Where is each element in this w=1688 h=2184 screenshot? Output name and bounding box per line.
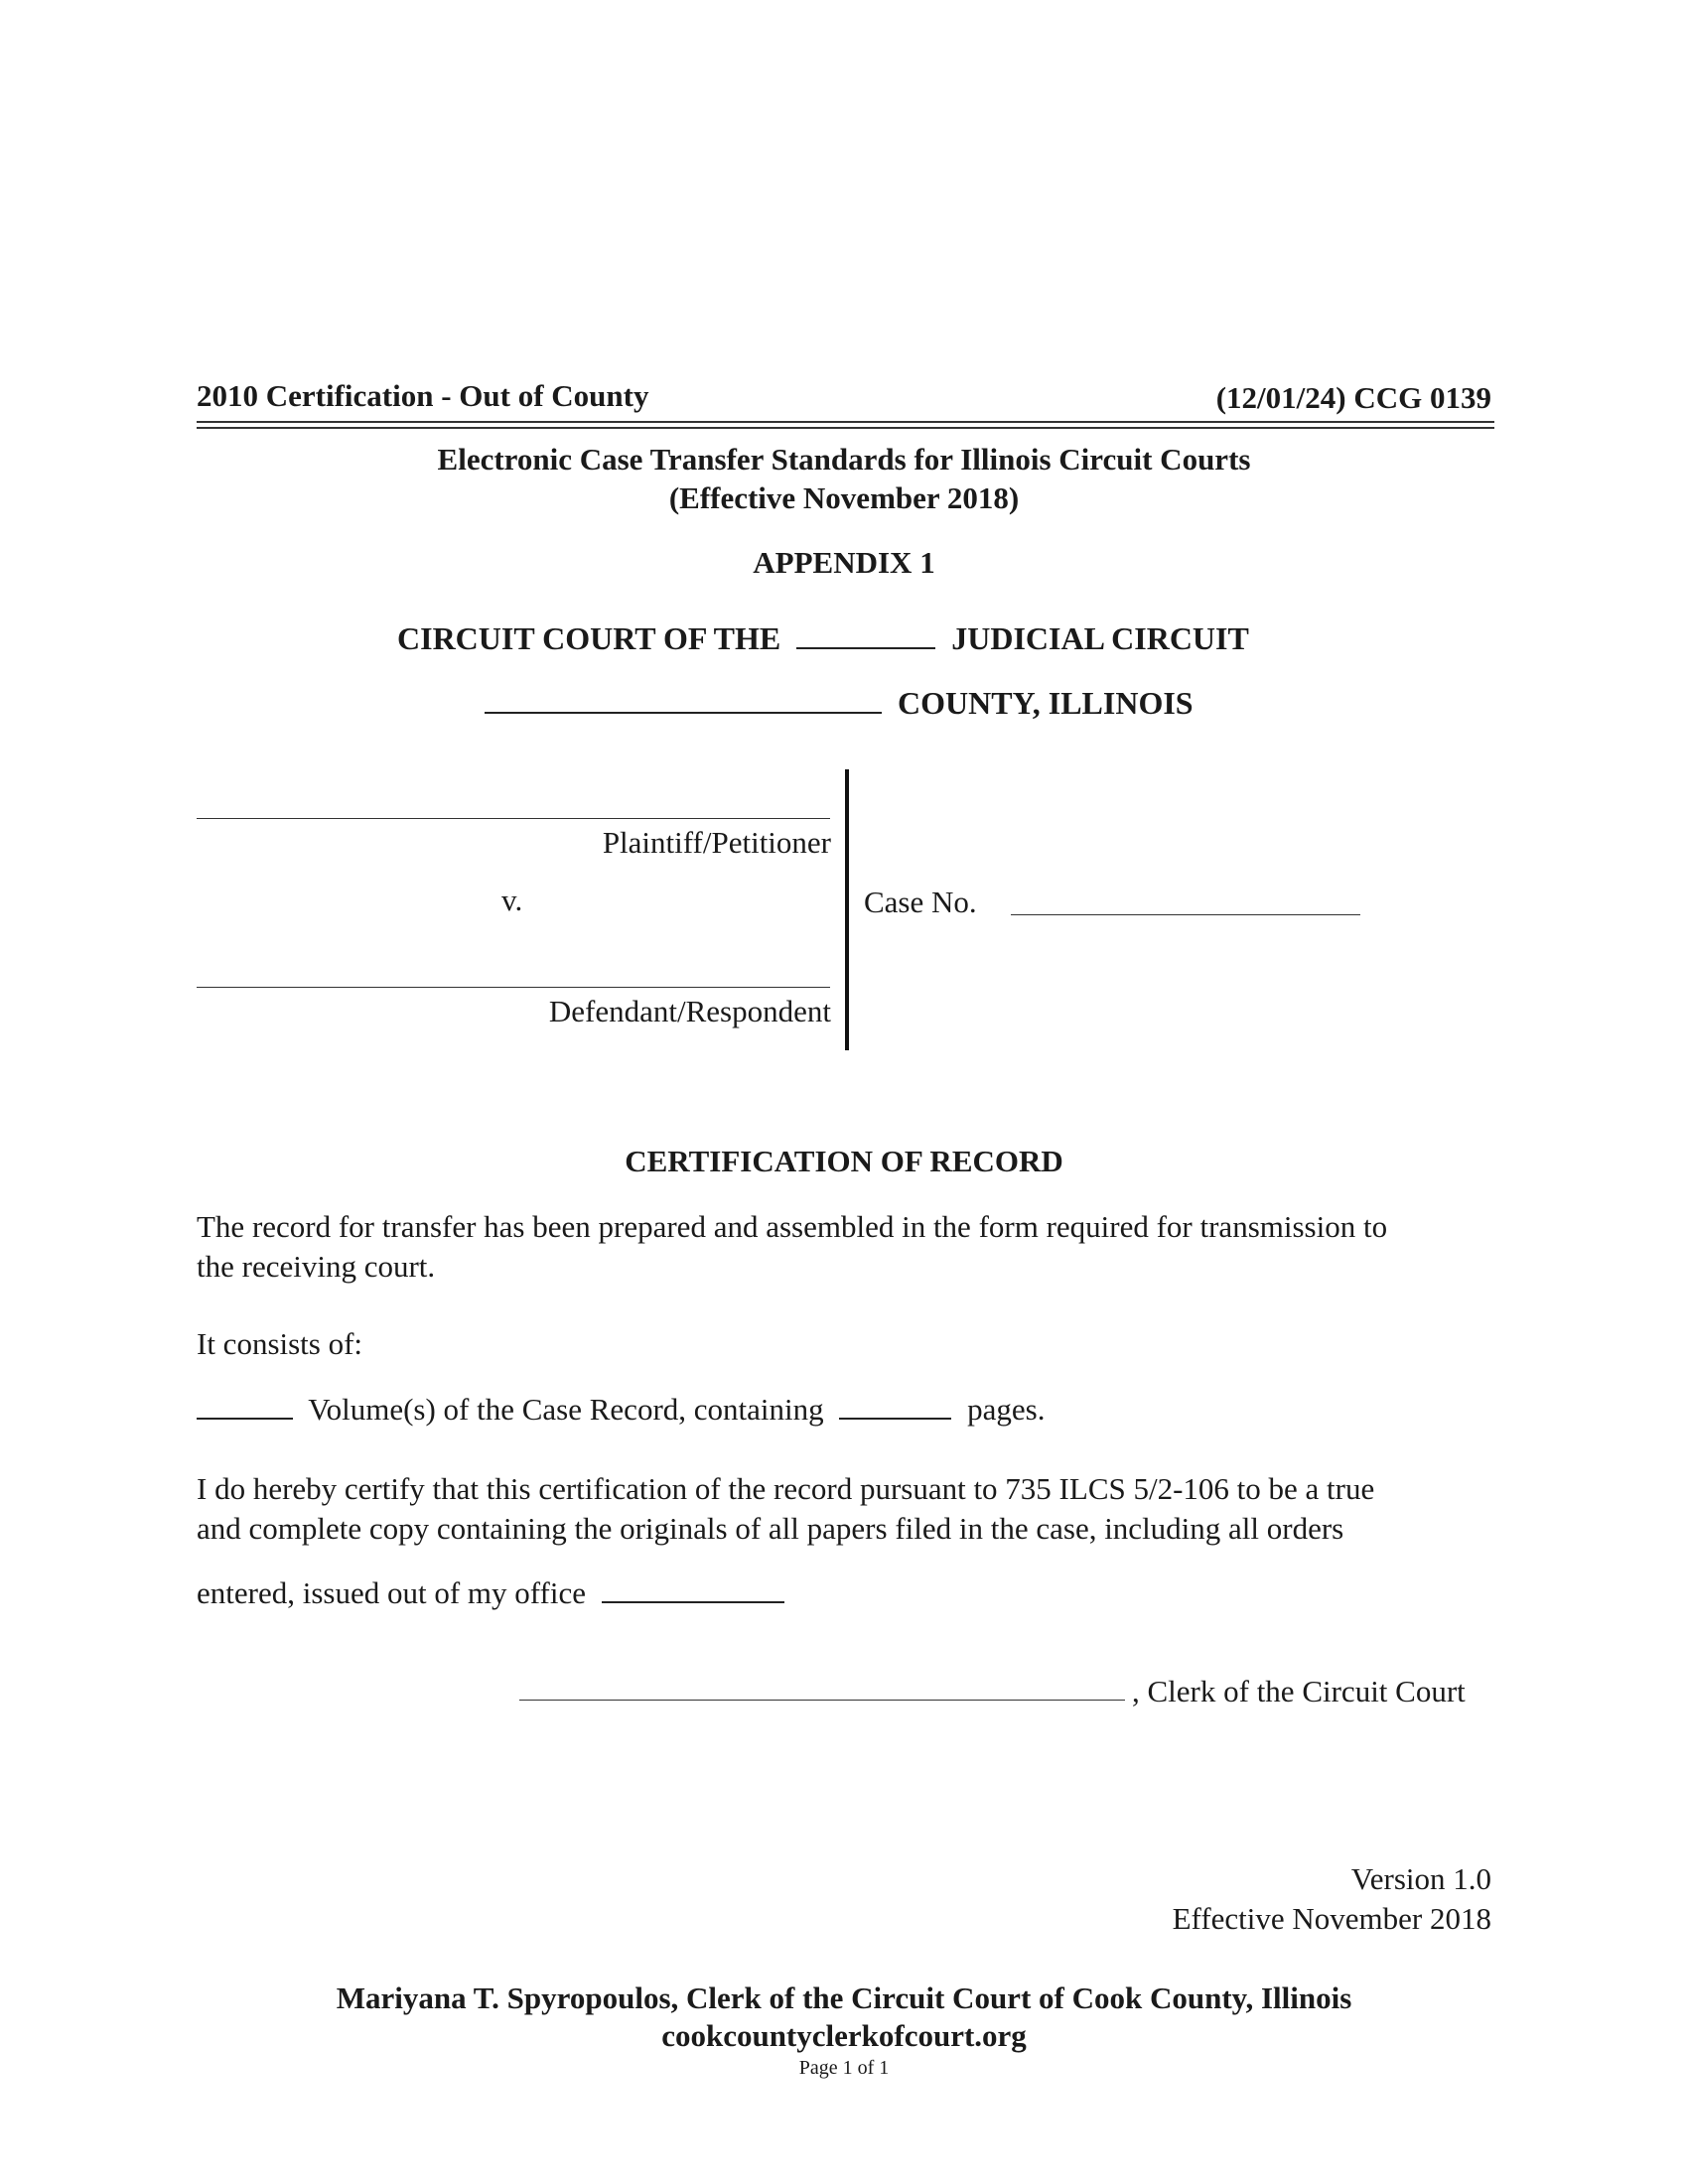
version-label: Version 1.0	[1350, 1861, 1491, 1896]
page-number: Page 1 of 1	[798, 2057, 890, 2079]
circuit-court-line	[397, 620, 1249, 657]
header-rule-bottom	[197, 427, 1494, 429]
office-text: entered, issued out of my office	[197, 1575, 586, 1610]
pages-text: pages.	[967, 1392, 1046, 1427]
header-rule-top	[197, 421, 1494, 423]
volumes-text: Volume(s) of the Case Record, containing	[308, 1392, 824, 1427]
office-date-blank[interactable]	[602, 1597, 784, 1603]
defendant-name-line[interactable]	[197, 987, 830, 988]
clerk-signature-label: , Clerk of the Circuit Court	[1132, 1674, 1466, 1708]
clerk-signature-line[interactable]	[519, 1700, 1125, 1701]
volumes-line	[197, 1390, 1045, 1430]
pages-count-blank[interactable]	[839, 1414, 951, 1420]
certification-para2-line2: and complete copy containing the originals of all papers filed in the case, including all orders	[197, 1511, 1344, 1546]
defendant-label: Defendant/Respondent	[548, 994, 831, 1028]
plaintiff-name-line[interactable]	[197, 818, 830, 819]
form-code: (12/01/24) CCG 0139	[1215, 380, 1491, 415]
county-suffix: COUNTY, ILLINOIS	[898, 685, 1194, 721]
circuit-suffix: JUDICIAL CIRCUIT	[951, 620, 1249, 656]
form-title: 2010 Certification - Out of County	[197, 378, 649, 413]
circuit-prefix: CIRCUIT COURT OF THE	[397, 620, 781, 656]
appendix-heading: APPENDIX 1	[753, 545, 935, 580]
consists-of-text: It consists of:	[197, 1326, 363, 1361]
standards-effective: (Effective November 2018)	[668, 480, 1020, 515]
versus-label: v.	[501, 883, 523, 917]
certification-para1-line1: The record for transfer has been prepared and assembled in the form required for transmission to	[197, 1209, 1388, 1244]
volumes-count-blank[interactable]	[197, 1414, 293, 1420]
plaintiff-label: Plaintiff/Petitioner	[602, 825, 831, 860]
county-line	[485, 685, 1194, 722]
county-name-blank[interactable]	[485, 708, 882, 714]
certification-para2-line1: I do hereby certify that this certification of the record pursuant to 735 ILCS 5/2-106 to be a true	[197, 1471, 1375, 1506]
case-number-blank[interactable]	[1011, 914, 1360, 915]
circuit-number-blank[interactable]	[796, 643, 935, 649]
version-effective: Effective November 2018	[1172, 1901, 1491, 1936]
standards-title: Electronic Case Transfer Standards for Illinois Circuit Courts	[437, 442, 1251, 477]
case-number-label: Case No.	[864, 885, 977, 919]
footer-clerk-line: Mariyana T. Spyropoulos, Clerk of the Circuit Court of Cook County, Illinois	[336, 1980, 1352, 2015]
certification-para2-line3	[197, 1573, 792, 1613]
caption-divider	[845, 769, 849, 1050]
certification-para1-line2: the receiving court.	[197, 1249, 436, 1284]
footer-website[interactable]: cookcountyclerkofcourt.org	[661, 2018, 1027, 2053]
certification-title: CERTIFICATION OF RECORD	[625, 1144, 1063, 1178]
